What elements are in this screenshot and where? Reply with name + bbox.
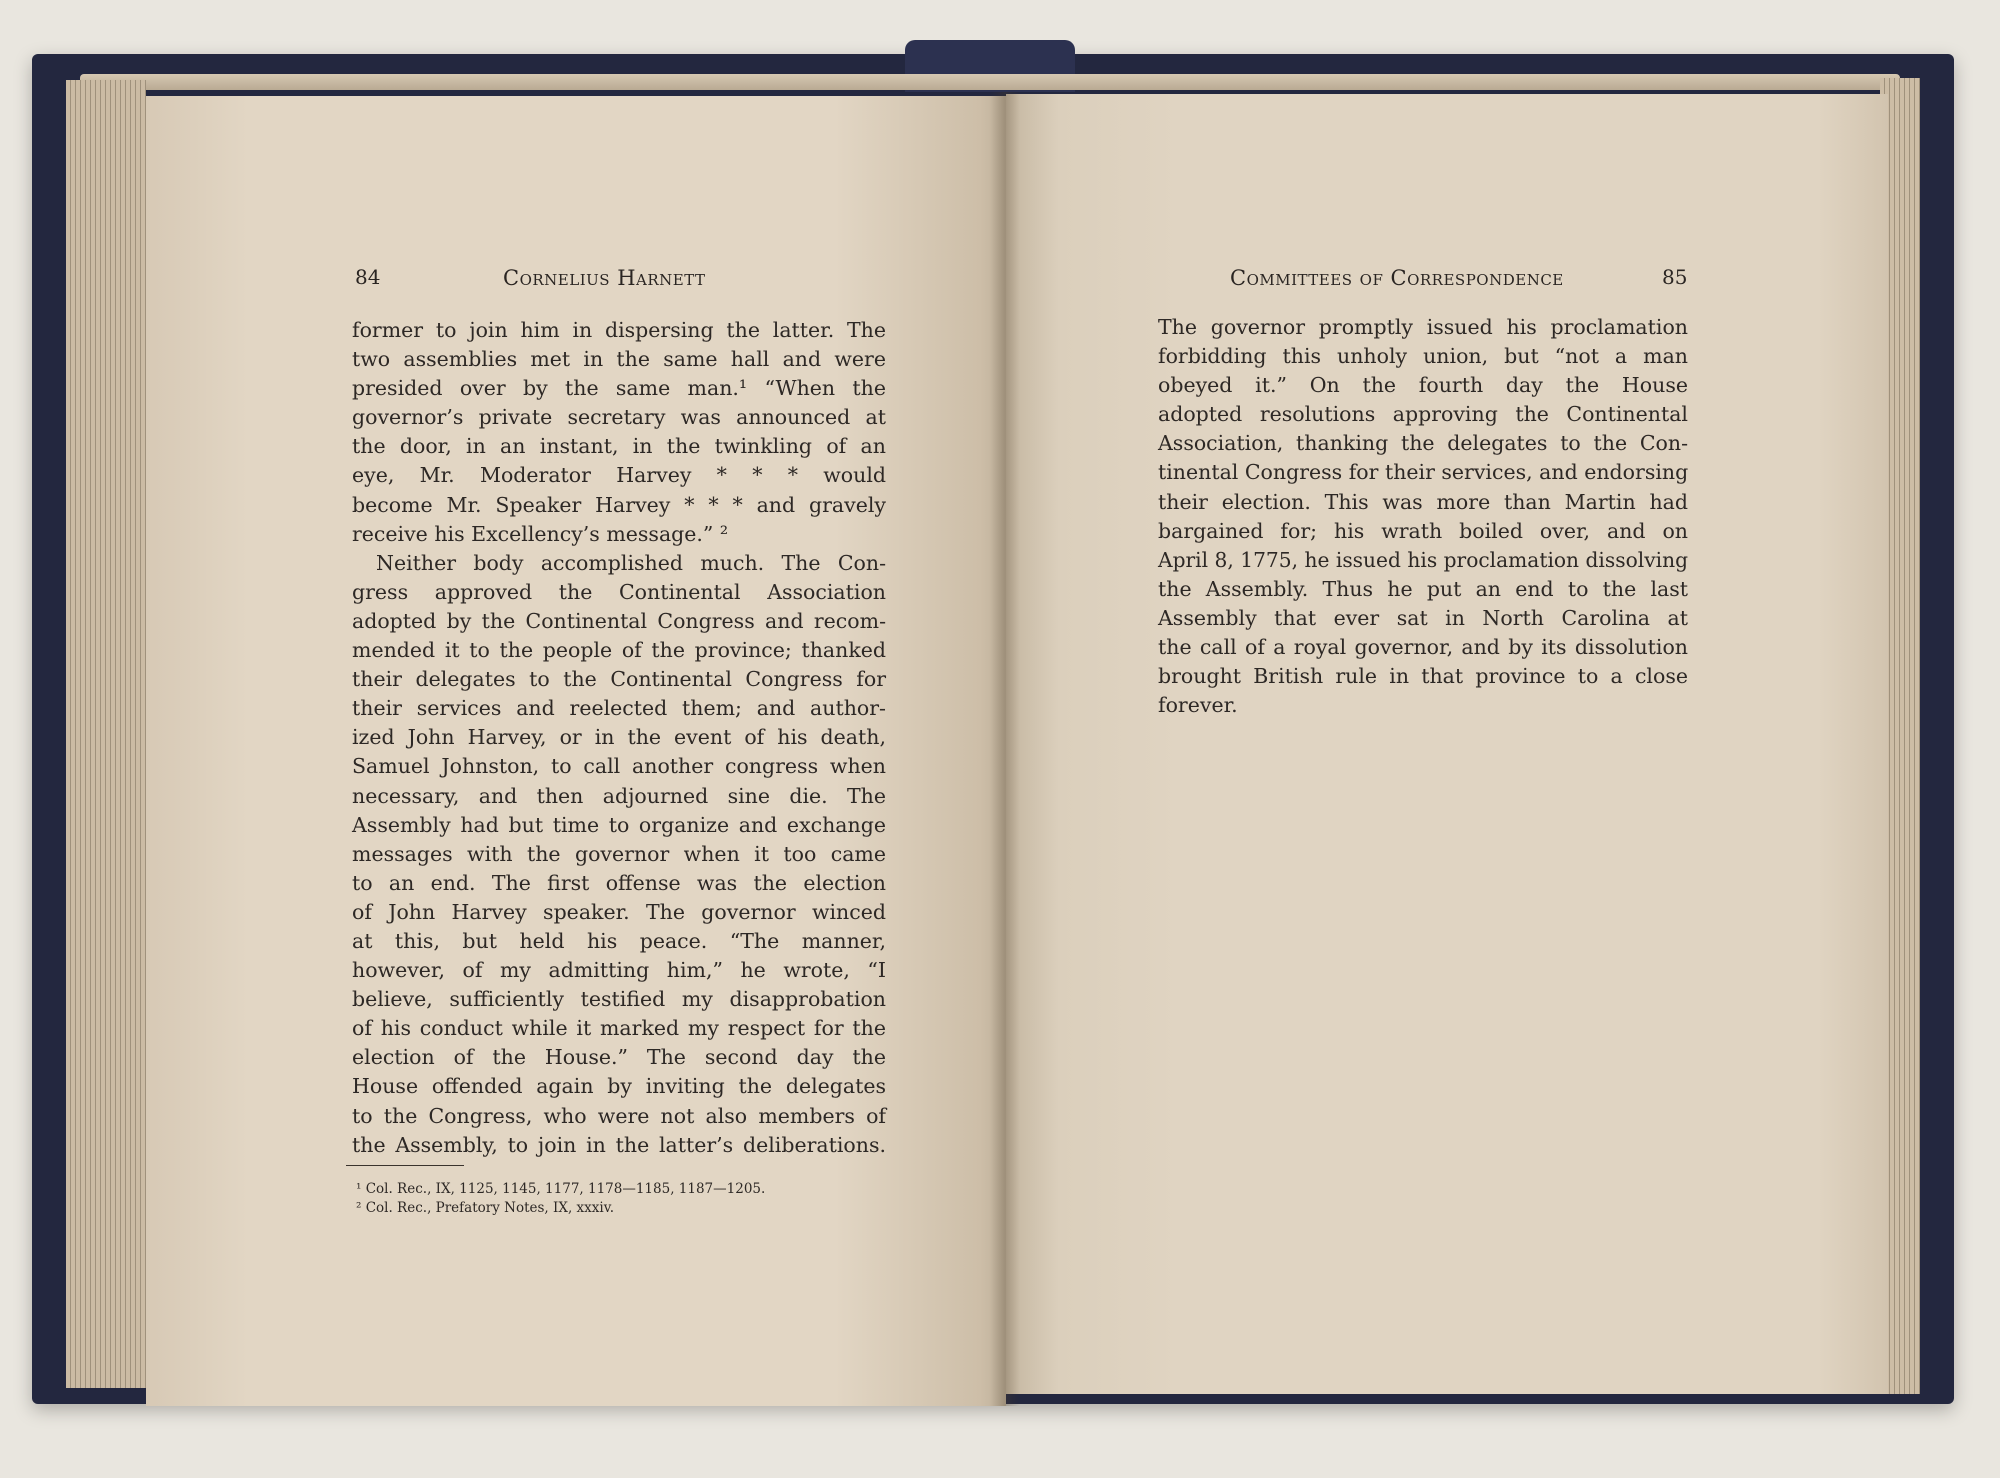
text-line: Neither body accomplished much. The Con- bbox=[376, 550, 886, 575]
right-page-number: 85 bbox=[1662, 265, 1688, 289]
text-line: adopted resolutions approving the Continental bbox=[1158, 402, 1688, 427]
right-page-text bbox=[1158, 313, 1688, 720]
left-page-text bbox=[352, 316, 886, 1160]
page-edges-top bbox=[80, 74, 1900, 90]
text-line: messages with the governor when it too came bbox=[352, 841, 886, 866]
text-line: the call of a royal governor, and by its dissolution bbox=[1158, 635, 1688, 660]
text-line: Association, thanking the delegates to the Con- bbox=[1158, 431, 1688, 456]
text-line: forbidding this unholy union, but “not a man bbox=[1158, 344, 1688, 369]
footnotes bbox=[356, 1180, 765, 1218]
text-line: two assemblies met in the same hall and were bbox=[352, 347, 886, 372]
text-line: mended it to the people of the province; thanked bbox=[352, 638, 886, 663]
text-line: gress approved the Continental Association bbox=[352, 579, 886, 604]
text-line: The governor promptly issued his proclamation bbox=[1158, 315, 1688, 339]
text-line: former to join him in dispersing the latter. The bbox=[352, 318, 886, 342]
text-line: the door, in an instant, in the twinkling of an bbox=[352, 434, 886, 459]
text-line: Assembly that ever sat in North Carolina at bbox=[1158, 605, 1688, 630]
text-line: Assembly had but time to organize and exchange bbox=[352, 812, 886, 837]
text-line: the Assembly, to join in the latter’s deliberations. bbox=[352, 1132, 886, 1157]
text-line: of his conduct while it marked my respect for the bbox=[352, 1016, 886, 1041]
text-line: House offended again by inviting the delegates bbox=[352, 1074, 886, 1099]
page-edges-left bbox=[66, 80, 146, 1388]
text-line: forever. bbox=[1158, 693, 1238, 718]
text-line: bargained for; his wrath boiled over, and on bbox=[1158, 518, 1688, 543]
left-running-head: Cornelius Harnett bbox=[503, 266, 706, 290]
text-line: at this, but held his peace. “The manner, bbox=[352, 928, 886, 953]
text-line: their delegates to the Continental Congress for bbox=[352, 667, 886, 692]
text-line: April 8, 1775, he issued his proclamation dissolving bbox=[1158, 547, 1688, 572]
text-line: eye, Mr. Moderator Harvey * * * would bbox=[352, 463, 886, 488]
text-line: of John Harvey speaker. The governor winced bbox=[352, 899, 886, 924]
right-running-head: Committees of Correspondence bbox=[1230, 266, 1564, 290]
text-line: their services and reelected them; and author- bbox=[352, 696, 886, 721]
text-line: governor’s private secretary was announced at bbox=[352, 405, 886, 430]
text-line: Samuel Johnston, to call another congress when bbox=[352, 754, 886, 779]
text-line: adopted by the Continental Congress and recom- bbox=[352, 608, 886, 633]
left-page-number: 84 bbox=[355, 265, 381, 289]
text-line: receive his Excellency’s message.” ² bbox=[352, 521, 729, 546]
text-line: brought British rule in that province to a close bbox=[1158, 664, 1688, 689]
text-line: ized John Harvey, or in the event of his death, bbox=[352, 725, 886, 750]
text-line: become Mr. Speaker Harvey * * * and gravely bbox=[352, 492, 886, 517]
footnote-2: ² Col. Rec., Prefatory Notes, IX, xxxiv. bbox=[356, 1200, 615, 1216]
text-line: believe, sufficiently testified my disapprobation bbox=[352, 987, 886, 1012]
text-line: their election. This was more than Martin had bbox=[1158, 489, 1688, 514]
footnote-rule bbox=[346, 1165, 464, 1166]
text-line: election of the House.” The second day the bbox=[352, 1045, 886, 1070]
text-line: to the Congress, who were not also members of bbox=[352, 1103, 886, 1128]
text-line: necessary, and then adjourned sine die. The bbox=[352, 783, 886, 808]
text-line: obeyed it.” On the fourth day the House bbox=[1158, 373, 1688, 398]
text-line: the Assembly. Thus he put an end to the last bbox=[1158, 576, 1688, 601]
text-line: however, of my admitting him,” he wrote, “I bbox=[352, 958, 886, 983]
text-line: presided over by the same man.¹ “When the bbox=[352, 376, 886, 401]
text-line: to an end. The first offense was the election bbox=[352, 870, 886, 895]
book-gutter bbox=[990, 92, 1020, 1406]
text-line: tinental Congress for their services, and endorsing bbox=[1158, 460, 1689, 485]
footnote-1: ¹ Col. Rec., IX, 1125, 1145, 1177, 1178—1185, 1187—1205. bbox=[356, 1181, 766, 1197]
